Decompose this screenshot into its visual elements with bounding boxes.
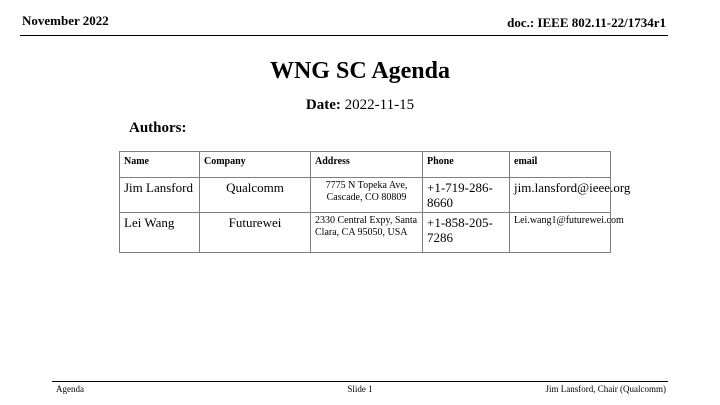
authors-table [119,151,631,253]
header-date: November 2022 [22,13,109,28]
author-name: Jim Lansford [120,178,200,213]
footer-right: Jim Lansford, Chair (Qualcomm) [545,384,666,394]
slide-title: WNG SC Agenda [269,58,451,84]
footer-left: Agenda [56,384,84,394]
table-header-row [120,152,611,178]
table-row [120,178,611,213]
author-address: 2330 Central Expy, Santa Clara, CA 95050, USA [311,213,423,253]
author-company: Qualcomm [200,178,311,213]
author-email: Lei.wang1@futurewei.com [510,213,611,253]
footer-divider [52,381,668,382]
author-email: jim.lansford@ieee.org [510,178,611,213]
date-line [0,97,720,114]
col-header-email: email [510,152,611,178]
author-company: Futurewei [200,213,311,253]
col-header-name: Name [120,152,200,178]
author-name: Lei Wang [120,213,200,253]
author-phone: +1-719-286-8660 [423,178,510,213]
author-address: 7775 N Topeka Ave, Cascade, CO 80809 [311,178,423,213]
date-label: Date: [305,97,341,113]
author-phone: +1-858-205-7286 [423,213,510,253]
authors-heading: Authors: [129,120,187,136]
col-header-phone: Phone [423,152,510,178]
header-doc-id: doc.: IEEE 802.11-22/1734r1 [507,15,666,30]
col-header-company: Company [200,152,311,178]
table-row [120,213,611,253]
footer-slide-number: Slide 1 [347,384,373,394]
header-divider [20,35,668,36]
date-value: 2022-11-15 [344,97,415,113]
col-header-address: Address [311,152,423,178]
